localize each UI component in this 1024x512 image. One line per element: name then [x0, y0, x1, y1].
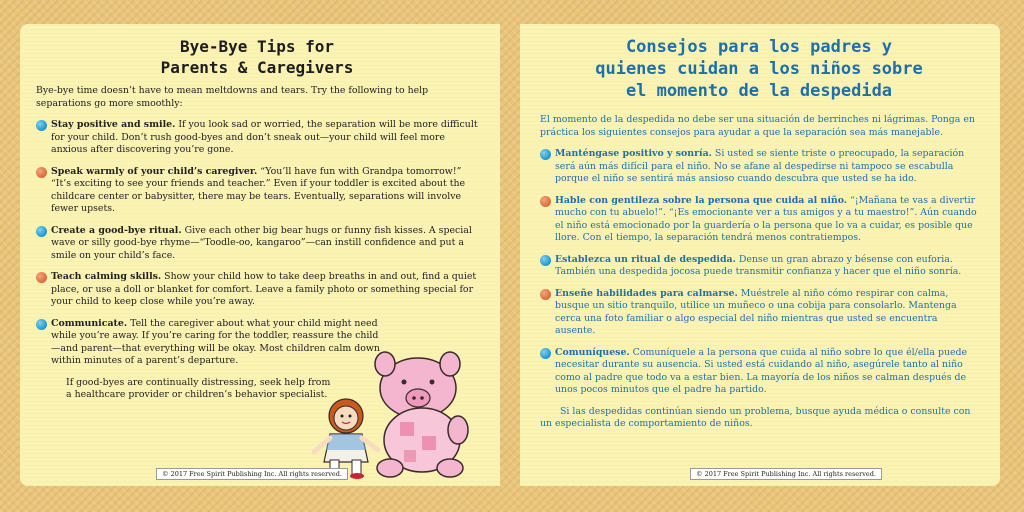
tip-heading: Comuníquese. [555, 346, 630, 358]
tip-heading: Hable con gentileza sobre la persona que cuida al niño. [555, 194, 848, 206]
english-title-line-1: Bye-Bye Tips for [179, 37, 335, 56]
english-closing: If good-byes are continually distressing, seek help from a healthcare provider or children’s behavior specialist. [66, 376, 331, 400]
tip-heading: Speak warmly of your child’s caregiver. [51, 165, 258, 177]
english-title [36, 36, 478, 78]
blue-bullet-icon [36, 120, 47, 131]
blue-bullet-icon [36, 226, 47, 237]
tip-heading: Stay positive and smile. [51, 119, 176, 130]
tip-text: If you look sad or worried, the separation will be more difficult for your child. Don’t rush good-byes and don’t sneak out—your child will feel more anxious after discovering you’re gone. [51, 119, 478, 155]
orange-bullet-icon [36, 272, 47, 283]
tip-heading: Communicate. [51, 317, 128, 329]
spanish-intro: El momento de la despedida no debe ser una situación de berrinches ni lágrimas. Ponga en práctica los siguientes consejos para ayudar a que la separación sea más manejable. [540, 114, 975, 138]
blue-bullet-icon [540, 255, 551, 266]
tip-text: Muéstrele al niño cómo respirar con calma, busque un sitio tranquilo, utilice un muñeco o una cobija para consolarlo. Mantenga cerca una foto familiar o algo especial del niño mientras que usted se encuentra ausente. [555, 287, 957, 336]
tip-heading: Manténgase positivo y sonría. [555, 148, 712, 159]
tip-heading: Enseñe habilidades para calmarse. [555, 287, 738, 299]
tip-text: “You’ll have fun with Grandpa tomorrow!” “It’s exciting to see your friends and teacher.” Even if your toddler is excited about the childcare center or babysitter, there may be tears. Eventually, separations will involve fewer upsets. [51, 165, 466, 214]
orange-bullet-icon [540, 196, 551, 207]
english-tip [36, 166, 478, 216]
blue-bullet-icon [540, 348, 551, 359]
tip-heading: Create a good-bye ritual. [51, 224, 182, 236]
tip-text: Comuníquele a la persona que cuida al niño sobre lo que él/ella puede necesitar durante su ausencia. Si usted está cuidando al niño, asegúrele tanto al niño como al padre que todo va a estar bien. La mayoría de los niños se calman después de unos pocos minutos que el padre ha partido. [555, 346, 968, 395]
english-tip [36, 271, 478, 309]
orange-bullet-icon [540, 289, 551, 300]
spanish-tip [540, 254, 978, 279]
spanish-title-line-2: quienes cuidan a los niños sobre [595, 59, 923, 79]
blue-bullet-icon [36, 319, 47, 330]
tip-heading: Teach calming skills. [51, 271, 162, 282]
doll-and-pig-illustration [300, 350, 490, 480]
rag-doll-icon [314, 399, 378, 479]
spanish-page [520, 24, 1000, 486]
tip-text: “¡Mañana te vas a divertir mucho con tu abuelo!”. “¡Es emocionante ver a tus amigos y a tu maestro!”. Aún cuando el niño está emocionado por la guardería o la persona que lo va a cuidar, es posible que llore. Con el tiempo, la separación tendrá menos contratiempos. [555, 194, 977, 243]
tip-text: Dense un gran abrazo y bésense con euforia. También una despedida jocosa puede transmitir confianza y hacer que el niño sonría. [555, 253, 962, 277]
orange-bullet-icon [36, 167, 47, 178]
english-page [20, 24, 500, 486]
english-tip [36, 119, 478, 157]
tip-text: Si usted se siente triste o preocupado, la separación será aún más difícil para el niño. No se afane al despedirse ni tampoco se escabulla porque el niño se sentirá más ansioso cuando descubra que usted se ha ido. [555, 148, 965, 184]
spanish-tip [540, 195, 978, 245]
pig-plush-icon [375, 352, 468, 477]
spanish-title [540, 36, 978, 102]
spanish-title-line-3: el momento de la despedida [625, 81, 893, 101]
tip-heading: Establezca un ritual de despedida. [555, 253, 736, 265]
english-copyright: © 2017 Free Spirit Publishing Inc. All rights reserved. [156, 468, 348, 480]
tip-text: Tell the caregiver about what your child might need while you’re away. If you’re caring for the toddler, reassure the child—and parent—that everything will be okay. Most children calm down within minutes of a parent’s departure. [51, 317, 380, 366]
spanish-tip [540, 148, 978, 186]
spanish-closing: Si las despedidas continúan siendo un problema, busque ayuda médica o consulte con un especialista de comportamiento de niños. [540, 405, 971, 429]
spanish-tip [540, 288, 978, 338]
blue-bullet-icon [540, 149, 551, 160]
spanish-copyright: © 2017 Free Spirit Publishing Inc. All rights reserved. [690, 468, 882, 480]
spanish-title-line-1: Consejos para los padres y [625, 37, 893, 57]
english-intro: Bye-bye time doesn’t have to mean meltdowns and tears. Try the following to help separations go more smoothly: [36, 85, 429, 109]
tip-text: Give each other big bear hugs or funny fish kisses. A special wave or silly good-bye rhyme—“Toodle-oo, kangaroo”—can instill confidence and put a smile on your child’s face. [51, 224, 472, 261]
english-tip [36, 225, 478, 263]
spanish-tip [540, 347, 978, 397]
tip-text: Show your child how to take deep breaths in and out, find a quiet place, or use a doll or blanket for comfort. Leave a family photo or something special for your child to keep close while you’re away. [51, 271, 477, 307]
english-title-line-2: Parents & Caregivers [160, 58, 354, 77]
